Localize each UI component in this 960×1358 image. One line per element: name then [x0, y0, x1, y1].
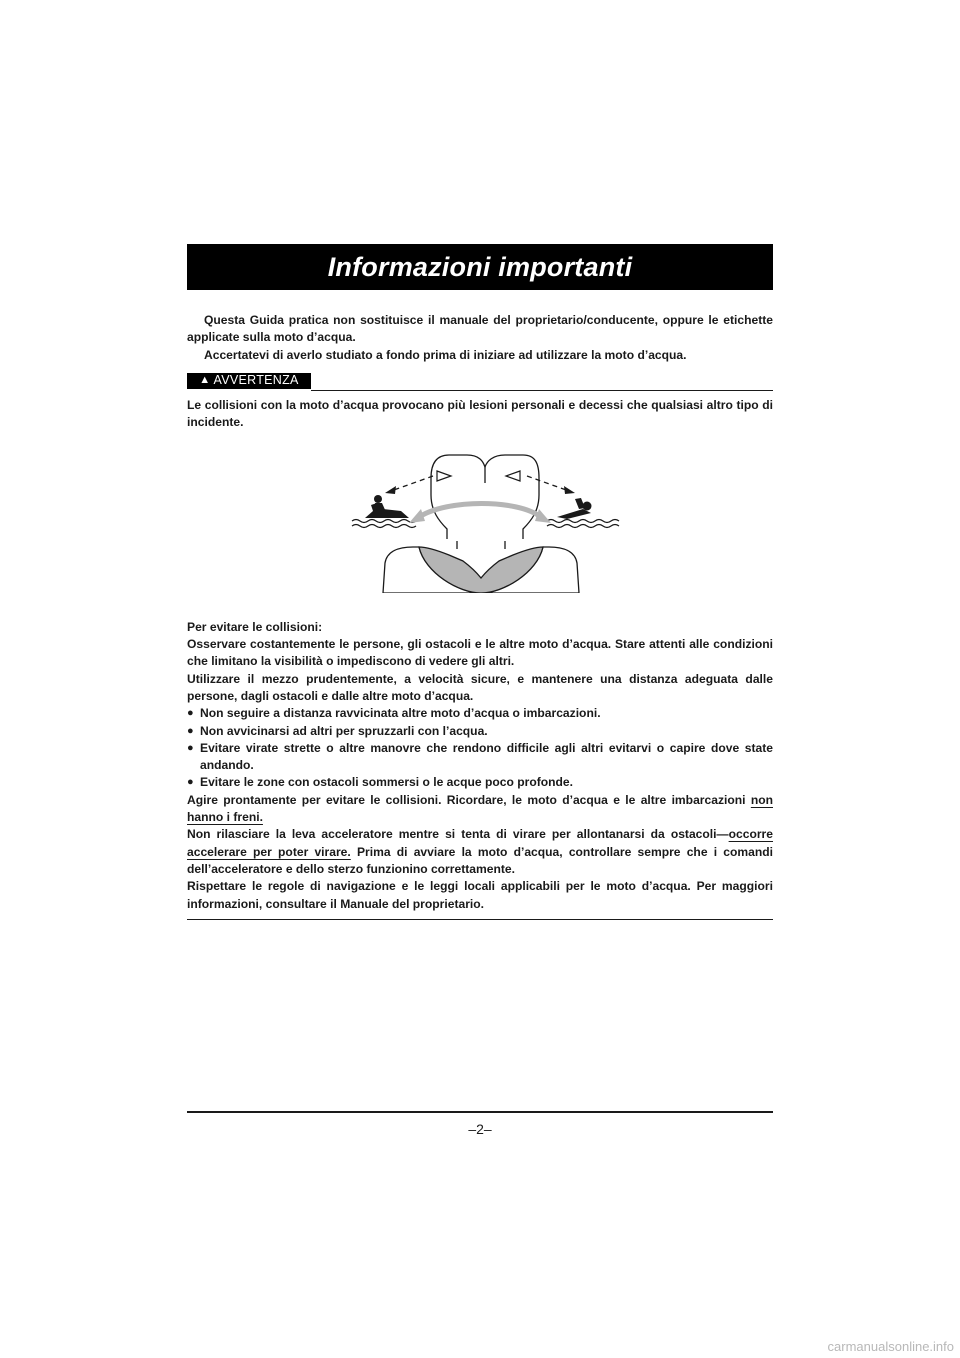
- wave-lines-left: [352, 520, 416, 528]
- warning-rule: [311, 390, 773, 391]
- bullet-icon: ●: [187, 776, 194, 789]
- warning-header: [187, 372, 773, 391]
- jet-ski-icon: [365, 495, 409, 518]
- list-item: ● Evitare le zone con ostacoli sommersi o le acque poco profonde.: [187, 774, 773, 791]
- shoulders: [383, 547, 579, 593]
- page-number: –2–: [468, 1121, 492, 1137]
- watermark[interactable]: carmanualsonline.info: [827, 1339, 954, 1354]
- body-paragraph-3: Utilizzare il mezzo prudentemente, a velocità sicure, e mantenere una distanza adeguata dalle persone, dagli ostacoli e dalle altre moto d’acqua.: [187, 671, 773, 703]
- page-content: [187, 312, 773, 920]
- footer-rule: [187, 1111, 773, 1113]
- body-paragraph-5: Non rilasciare la leva acceleratore mentre si tenta di virare per allontanarsi da ostacoli—occorre accelerare per poter virare. Prima di avviare la moto d’acqua, controllare sempre che i comandi dell’acceleratore e dello sterzo funzionino correttamente.: [187, 827, 773, 876]
- list-item: ● Non avvicinarsi ad altri per spruzzarli con l’acqua.: [187, 723, 773, 740]
- sight-lines: [391, 476, 569, 491]
- warning-badge: [187, 373, 311, 389]
- warning-triangle-icon: ▲: [199, 374, 211, 387]
- body-paragraph-6: Rispettare le regole di navigazione e le leggi locali applicabili per le moto d’acqua. Per maggiori informazioni, consultare il Manuale del proprietario.: [187, 879, 773, 911]
- underlined-phrase: non hanno i freni.: [187, 792, 773, 825]
- head-turn-arrow: [419, 504, 541, 518]
- warning-label: AVVERTENZA: [213, 373, 299, 388]
- page-title: Informazioni importanti: [327, 251, 633, 282]
- body-paragraph-1: Per evitare le collisioni:: [187, 619, 323, 634]
- wave-lines-right: [547, 520, 619, 528]
- bullet-icon: ●: [187, 741, 194, 754]
- eye-markers: [437, 471, 520, 481]
- body-paragraph-2: Osservare costantemente le persone, gli ostacoli e le altre moto d’acqua. Stare attenti alle condizioni che limitano la visibilità o impediscono di vedere gli altri.: [187, 637, 773, 669]
- warning-statement: Le collisioni con la moto d’acqua provocano più lesioni personali e decessi che qualsiasi altro tipo di incidente.: [187, 397, 773, 430]
- sight-arrowheads: [385, 486, 575, 494]
- section-end-rule: [187, 919, 773, 920]
- body-paragraph-4: Agire prontamente per evitare le collisioni. Ricordare, le moto d’acqua e le altre imbarcazioni non hanno i freni.: [187, 792, 773, 825]
- title-bar: [187, 244, 773, 290]
- list-item: ● Non seguire a distanza ravvicinata altre moto d’acqua o imbarcazioni.: [187, 705, 773, 722]
- intro-paragraph-1: Questa Guida pratica non sostituisce il manuale del proprietario/conducente, oppure le etichette applicate sulla moto d’acqua.: [187, 313, 773, 345]
- bullet-icon: ●: [187, 724, 194, 737]
- collision-awareness-illustration: [187, 443, 773, 593]
- intro-paragraph-2: Accertatevi di averlo studiato a fondo prima di iniziare ad utilizzare la moto d’acqua.: [204, 347, 687, 362]
- swimmer-icon: [557, 498, 592, 519]
- bullet-icon: ●: [187, 707, 194, 720]
- list-item: ● Evitare virate strette o altre manovre che rendono difficile agli altri evitarvi o capire dove state andando.: [187, 740, 773, 775]
- underlined-phrase: occorre accelerare per poter virare.: [187, 827, 773, 859]
